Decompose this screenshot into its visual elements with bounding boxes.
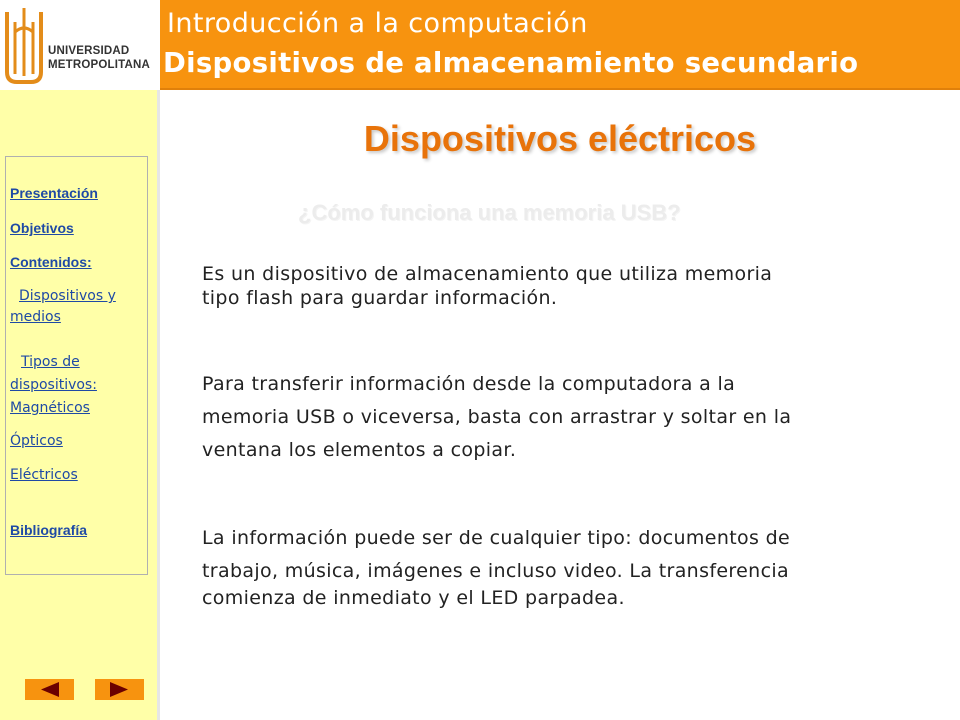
paragraph-3 <box>202 522 942 615</box>
logo-text-line2: METROPOLITANA <box>48 59 151 71</box>
arrow-left-icon <box>25 679 74 700</box>
nav-link-bibliografia[interactable]: Bibliografía <box>10 522 88 538</box>
nav-link-contenidos[interactable]: Contenidos: <box>10 254 92 270</box>
next-page-button[interactable] <box>95 679 144 700</box>
nav-link-tipos-de-dispositivos[interactable]: Tipos de <box>21 354 80 370</box>
university-logo <box>0 0 160 90</box>
paragraph-3-line-1: La información puede ser de cualquier tipo: documentos de <box>202 527 791 549</box>
page-subtitle: ¿Cómo funciona una memoria USB? <box>298 200 681 225</box>
course-title: Introducción a la computación <box>167 8 588 39</box>
paragraph-3-line-2: trabajo, música, imágenes e incluso video. La transferencia <box>202 560 789 582</box>
paragraph-1-line-2: tipo flash para guardar información. <box>202 287 558 309</box>
nav-link-electricos[interactable]: Eléctricos <box>10 467 78 483</box>
paragraph-2-line-2: memoria USB o viceversa, basta con arrastrar y soltar en la <box>202 406 792 428</box>
nav-link-dispositivos-y-medios[interactable]: Dispositivos y <box>19 288 116 304</box>
nav-link-opticos[interactable]: Ópticos <box>10 433 63 449</box>
arrow-right-icon <box>95 679 144 700</box>
logo-text-line1: UNIVERSIDAD <box>48 45 130 57</box>
nav-link-dispositivos-y-medios-cont[interactable]: medios <box>10 309 61 325</box>
logo-mark-icon <box>2 2 46 86</box>
nav-link-objetivos[interactable]: Objetivos <box>10 220 74 236</box>
nav-link-magneticos[interactable]: Magnéticos <box>10 400 90 416</box>
page-title: Dispositivos eléctricos <box>363 118 757 159</box>
paragraph-2-line-3: ventana los elementos a copiar. <box>202 439 517 461</box>
previous-page-button[interactable] <box>25 679 74 700</box>
header-divider <box>160 88 960 90</box>
paragraph-1-line-1: Es un dispositivo de almacenamiento que utiliza memoria <box>202 263 773 285</box>
section-title: Dispositivos de almacenamiento secundario <box>163 47 859 79</box>
paragraph-2-line-1: Para transferir información desde la computadora a la <box>202 373 736 395</box>
nav-link-presentacion[interactable]: Presentación <box>10 185 98 201</box>
paragraph-2 <box>202 368 942 467</box>
nav-link-tipos-de-dispositivos-cont[interactable]: dispositivos: <box>10 377 97 393</box>
paragraph-3-line-3: comienza de inmediato y el LED parpadea. <box>202 587 625 609</box>
paragraph-1 <box>202 262 942 310</box>
